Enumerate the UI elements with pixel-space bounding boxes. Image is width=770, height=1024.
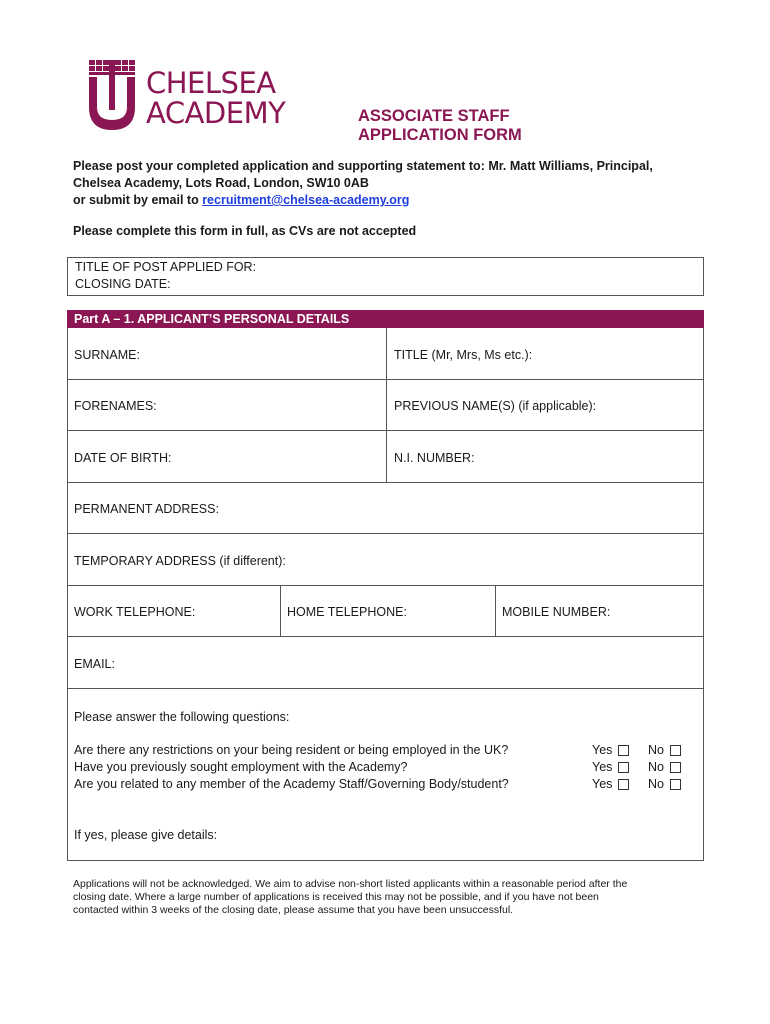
instructions-line-2: Chelsea Academy, Lots Road, London, SW10 0AB bbox=[73, 176, 369, 190]
row-divider bbox=[68, 533, 703, 534]
academy-crest-icon bbox=[88, 60, 142, 132]
restrictions-yes-checkbox[interactable] bbox=[618, 745, 629, 756]
post-applied-box bbox=[67, 257, 704, 296]
no-label: No bbox=[648, 777, 664, 791]
details-field[interactable]: If yes, please give details: bbox=[74, 828, 218, 842]
email-field[interactable]: EMAIL: bbox=[74, 657, 115, 671]
form-title-line-1: ASSOCIATE STAFF bbox=[358, 107, 510, 125]
submission-instructions bbox=[73, 158, 713, 209]
work-telephone-field[interactable]: WORK TELEPHONE: bbox=[74, 605, 196, 619]
column-divider bbox=[386, 328, 387, 482]
column-divider bbox=[495, 585, 496, 636]
row-divider bbox=[68, 585, 703, 586]
footer-notice bbox=[73, 878, 703, 917]
surname-field[interactable]: SURNAME: bbox=[74, 348, 140, 362]
related-member-yes-checkbox[interactable] bbox=[618, 779, 629, 790]
closing-date-label[interactable]: CLOSING DATE: bbox=[75, 277, 171, 291]
previous-employment-yes-checkbox[interactable] bbox=[618, 762, 629, 773]
home-telephone-field[interactable]: HOME TELEPHONE: bbox=[287, 605, 407, 619]
section-a-header: Part A – 1. APPLICANT’S PERSONAL DETAILS bbox=[67, 310, 704, 328]
column-divider bbox=[280, 585, 281, 636]
related-member-yes-option[interactable] bbox=[592, 777, 629, 791]
date-of-birth-field[interactable]: DATE OF BIRTH: bbox=[74, 451, 172, 465]
instructions-email-prefix: or submit by email to bbox=[73, 193, 203, 207]
related-member-no-checkbox[interactable] bbox=[670, 779, 681, 790]
question-related-member: Are you related to any member of the Academy Staff/Governing Body/student? bbox=[74, 777, 509, 791]
form-title bbox=[358, 107, 522, 145]
footer-line-1: Applications will not be acknowledged. We aim to advise non-short listed applicants within a reasonable period after the bbox=[73, 878, 628, 890]
mobile-number-field[interactable]: MOBILE NUMBER: bbox=[502, 605, 611, 619]
personal-details-grid bbox=[67, 328, 704, 861]
ni-number-field[interactable]: N.I. NUMBER: bbox=[394, 451, 475, 465]
no-label: No bbox=[648, 760, 664, 774]
restrictions-no-option[interactable] bbox=[648, 743, 681, 757]
forenames-field[interactable]: FORENAMES: bbox=[74, 399, 157, 413]
previous-employment-yes-option[interactable] bbox=[592, 760, 629, 774]
no-label: No bbox=[648, 743, 664, 757]
questions-intro: Please answer the following questions: bbox=[74, 710, 290, 724]
row-divider bbox=[68, 482, 703, 483]
footer-line-3: contacted within 3 weeks of the closing date, please assume that you have been unsuccessful. bbox=[73, 904, 514, 916]
cv-note: Please complete this form in full, as CVs are not accepted bbox=[73, 224, 417, 238]
row-divider bbox=[68, 636, 703, 637]
logo-line-1: CHELSEA bbox=[146, 66, 276, 100]
yes-label: Yes bbox=[592, 777, 613, 791]
related-member-no-option[interactable] bbox=[648, 777, 681, 791]
recruitment-email-link[interactable]: recruitment@chelsea-academy.org bbox=[202, 193, 410, 207]
yes-label: Yes bbox=[592, 743, 613, 757]
restrictions-no-checkbox[interactable] bbox=[670, 745, 681, 756]
yes-label: Yes bbox=[592, 760, 613, 774]
restrictions-yes-option[interactable] bbox=[592, 743, 629, 757]
question-restrictions: Are there any restrictions on your being resident or being employed in the UK? bbox=[74, 743, 509, 757]
logo-line-2: ACADEMY bbox=[146, 96, 286, 130]
title-field[interactable]: TITLE (Mr, Mrs, Ms etc.): bbox=[394, 348, 533, 362]
previous-employment-no-option[interactable] bbox=[648, 760, 681, 774]
post-title-label[interactable]: TITLE OF POST APPLIED FOR: bbox=[75, 260, 257, 274]
question-previous-employment: Have you previously sought employment with the Academy? bbox=[74, 760, 408, 774]
instructions-line-1: Please post your completed application and supporting statement to: Mr. Matt Williams, Principal, bbox=[73, 159, 653, 173]
previous-employment-no-checkbox[interactable] bbox=[670, 762, 681, 773]
form-title-line-2: APPLICATION FORM bbox=[358, 126, 522, 144]
row-divider bbox=[68, 688, 703, 689]
temporary-address-field[interactable]: TEMPORARY ADDRESS (if different): bbox=[74, 554, 286, 568]
instructions-line-3 bbox=[73, 192, 713, 209]
previous-names-field[interactable]: PREVIOUS NAME(S) (if applicable): bbox=[394, 399, 597, 413]
chelsea-academy-logo bbox=[88, 60, 328, 136]
permanent-address-field[interactable]: PERMANENT ADDRESS: bbox=[74, 502, 219, 516]
footer-line-2: closing date. Where a large number of applications is received this may not be possible, and if you have not been bbox=[73, 891, 599, 903]
